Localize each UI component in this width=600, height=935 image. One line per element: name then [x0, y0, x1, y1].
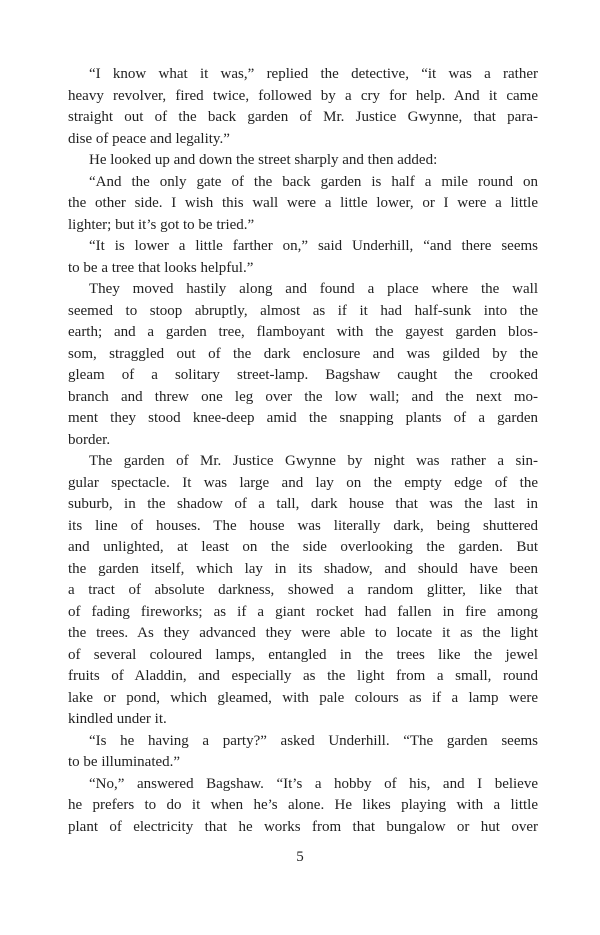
text-line: dise of peace and legality.”	[68, 130, 230, 147]
text-line: earth; and a garden tree, flamboyant with the gayest garden blos-	[68, 324, 538, 340]
text-line: “It is lower a little farther on,” said Underhill, “and there seems	[89, 238, 538, 254]
text-line: som, straggled out of the dark enclosure and was gilded by the	[68, 345, 538, 362]
text-line: The garden of Mr. Justice Gwynne by night was rather a sin-	[89, 453, 538, 469]
text-line: “And the only gate of the back garden is half a mile round on	[89, 173, 538, 190]
text-line: “I know what it was,” replied the detective, “it was a rather	[89, 66, 538, 82]
text-line: kindled under it.	[68, 711, 167, 727]
text-line: to be illuminated.”	[68, 754, 181, 770]
text-line: border.	[68, 431, 111, 448]
paragraph	[68, 236, 538, 279]
paragraph	[68, 150, 538, 172]
text-line: its line of houses. The house was literally dark, being shuttered	[68, 517, 538, 534]
page-number: 5	[296, 849, 304, 865]
text-line: of several coloured lamps, entangled in the trees like the jewel	[68, 646, 538, 663]
paragraph	[68, 774, 538, 839]
text-line: gular spectacle. It was large and lay on the empty edge of the	[68, 474, 538, 491]
text-line: seemed to stoop abruptly, almost as if it had half-sunk into the	[68, 302, 538, 319]
text-line: They moved hastily along and found a place where the wall	[89, 281, 538, 297]
text-line: to be a tree that looks helpful.”	[68, 259, 254, 276]
text-line: branch and threw one leg over the low wall; and the next mo-	[68, 388, 538, 405]
text-line: he prefers to do it when he’s alone. He likes playing with a little	[68, 797, 538, 813]
text-line: the trees. As they advanced they were able to locate it as the light	[68, 625, 538, 641]
text-line: straight out of the back garden of Mr. Justice Gwynne, that para-	[68, 109, 538, 125]
text-line: fruits of Aladdin, and especially as the light from a small, round	[68, 668, 538, 684]
paragraph	[68, 731, 538, 774]
text-line: He looked up and down the street sharply and then added:	[89, 152, 438, 168]
text-line: the other side. I wish this wall were a little lower, or I were a little	[68, 195, 538, 211]
text-line: gleam of a solitary street-lamp. Bagshaw caught the crooked	[68, 367, 538, 383]
text-line: of fading fireworks; as if a giant rocket had fallen in fire among	[68, 603, 538, 620]
paragraph	[68, 172, 538, 237]
text-block	[68, 64, 538, 838]
paragraph	[68, 64, 538, 150]
text-line: the garden itself, which lay in its shadow, and should have been	[68, 560, 538, 577]
text-line: lake or pond, which gleamed, with pale colours as if a lamp were	[68, 689, 538, 706]
text-line: “Is he having a party?” asked Underhill. “The garden seems	[89, 732, 538, 749]
text-line: “No,” answered Bagshaw. “It’s a hobby of his, and I believe	[89, 775, 538, 792]
text-line: plant of electricity that he works from that bungalow or hut over	[68, 818, 538, 835]
paragraph	[68, 451, 538, 731]
text-line: suburb, in the shadow of a tall, dark house that was the last in	[68, 496, 538, 512]
paragraph	[68, 279, 538, 451]
text-line: a tract of absolute darkness, showed a random glitter, like that	[68, 582, 538, 598]
text-line: ment they stood knee-deep amid the snapping plants of a garden	[68, 410, 538, 426]
text-line: and unlighted, at least on the side overlooking the garden. But	[68, 539, 538, 555]
text-line: heavy revolver, fired twice, followed by a cry for help. And it came	[68, 87, 538, 104]
text-line: lighter; but it’s got to be tried.”	[68, 216, 255, 233]
